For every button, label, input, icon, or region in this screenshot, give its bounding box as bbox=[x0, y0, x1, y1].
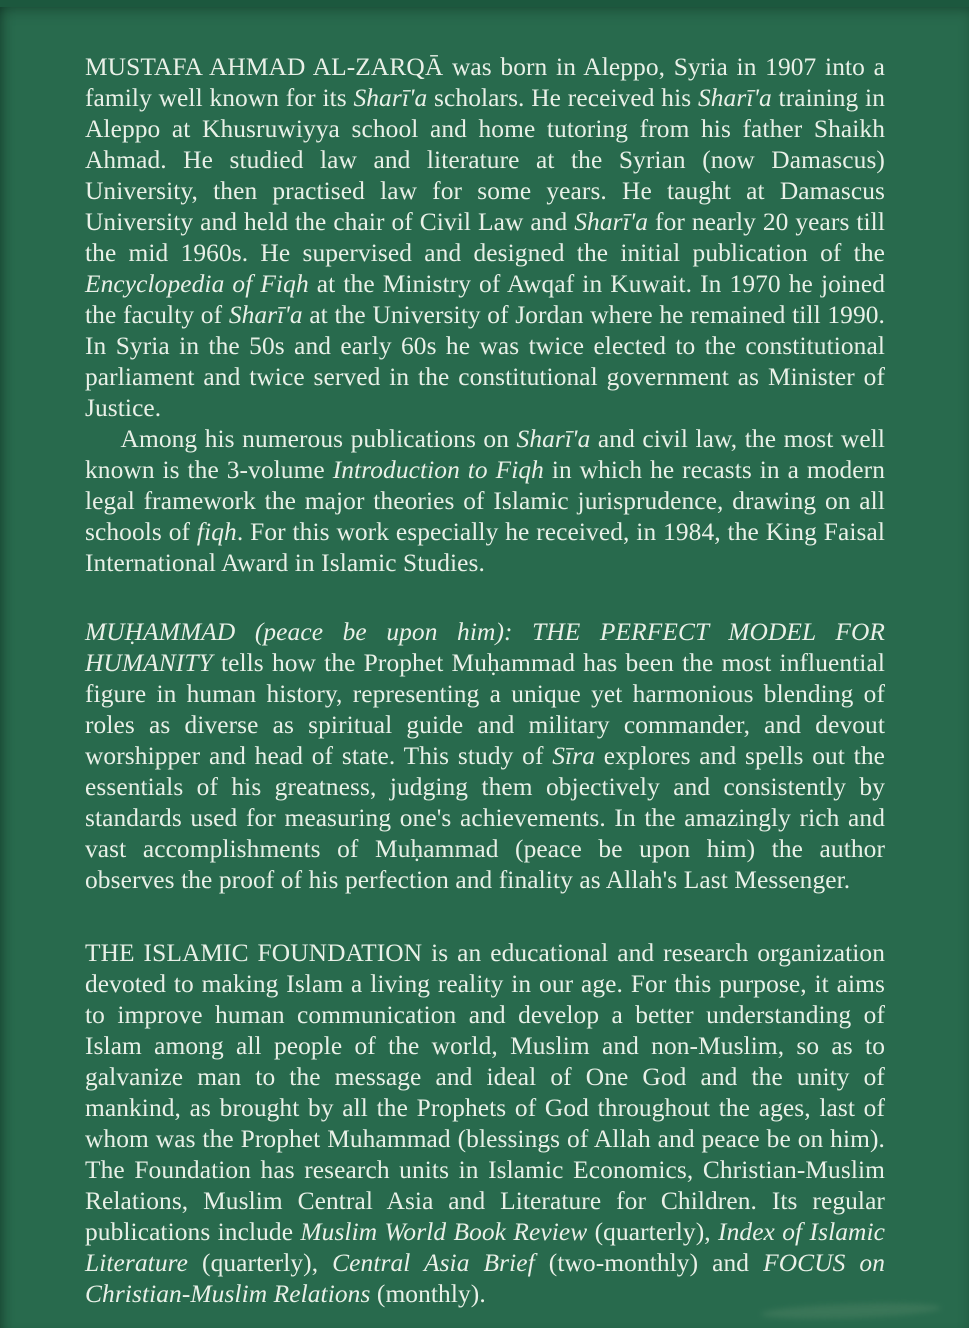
italic-term: Sharī'a bbox=[228, 301, 303, 329]
italic-term: Sharī'a bbox=[697, 84, 772, 112]
text-segment: training in Aleppo at Khusruwiyya school and home tutoring from his father Shaikh Ahmad. He studied law and literature at the Syrian (now Damascus) University, then practised law for some years. He taught at Damascus University and held the chair of Civil Law and bbox=[85, 84, 885, 236]
text-segment: Among his numerous publications on bbox=[120, 425, 517, 453]
italic-term: fiqh bbox=[196, 518, 237, 546]
back-cover-text bbox=[85, 52, 885, 1310]
text-segment: (quarterly), bbox=[188, 1249, 333, 1277]
italic-book-title: Introduction to Fiqh bbox=[332, 456, 544, 484]
text-segment: explores and spells out the essentials of his greatness, judging them objectively and consistently by standards used for measuring one's achievements. In the amazingly rich and vast accomplishments of Muḥammad (peace be upon him) the author observes the proof of his perfection and finality as Allah's Last Messenger. bbox=[85, 742, 885, 894]
text-segment: (two-monthly) and bbox=[534, 1249, 764, 1277]
text-segment: for nearly 20 years till the mid 1960s. He supervised and designed the initial publication of the bbox=[85, 208, 885, 267]
text-segment: . For this work especially he received, in 1984, the King Faisal International Award in Islamic Studies. bbox=[85, 518, 885, 577]
italic-publication-title: Muslim World Book Review bbox=[300, 1218, 588, 1246]
book-blurb-paragraph bbox=[85, 617, 885, 896]
author-bio-paragraph bbox=[85, 52, 885, 424]
italic-term: Sharī'a bbox=[353, 84, 428, 112]
cover-top-edge-shading bbox=[0, 0, 969, 7]
italic-book-title: MUḤAMMAD (peace be upon him): THE PERFECT MODEL FOR HUMANITY bbox=[85, 618, 885, 677]
text-segment: at the Ministry of Awqaf in Kuwait. In 1970 he joined the faculty of bbox=[85, 270, 886, 329]
italic-publication-title: Central Asia Brief bbox=[332, 1249, 535, 1277]
italic-term: Sharī'a bbox=[574, 208, 649, 236]
text-segment: (quarterly), bbox=[587, 1218, 719, 1246]
italic-book-title: Encyclopedia of Fiqh bbox=[85, 270, 309, 298]
italic-term: Sīra bbox=[552, 742, 595, 770]
italic-term: Sharī'a bbox=[516, 425, 591, 453]
text-segment: at the University of Jordan where he remained till 1990. In Syria in the 50s and early 60s he was twice elected to the constitutional parliament and twice served in the constitutional government as Minister of Justice. bbox=[85, 301, 885, 422]
text-segment: (monthly). bbox=[370, 1280, 486, 1308]
italic-publication-title: Index of Islamic Literature bbox=[85, 1218, 885, 1277]
text-segment: in which he recasts in a modern legal framework the major theories of Islamic jurisprudence, drawing on all schools of bbox=[85, 456, 885, 546]
text-segment: THE ISLAMIC FOUNDATION is an educational and research organization devoted to making Islam a living reality in our age. For this purpose, it aims to improve human communication and develop a better understanding of Islam among all people of the world, Muslim and non-Muslim, so as to galvanize man to the message and ideal of One God and the unity of mankind, as brought by all the Prophets of God throughout the ages, last of whom was the Prophet Muhammad (blessings of Allah and peace be on him). The Foundation has research units in Islamic Economics, Christian-Muslim Relations, Muslim Central Asia and Literature for Children. Its regular publications include bbox=[85, 939, 885, 1246]
text-segment: tells how the Prophet Muḥammad has been the most influential figure in human history, representing a unique yet harmonious blending of roles as diverse as spiritual guide and military commander, and devout worshipper and head of state. This study of bbox=[85, 649, 885, 770]
text-segment: and civil law, the most well known is the 3-volume bbox=[85, 425, 885, 484]
italic-publication-title: FOCUS on Christian-Muslim Relations bbox=[85, 1249, 886, 1308]
text-segment: scholars. He received his bbox=[427, 84, 698, 112]
publications-paragraph bbox=[85, 424, 885, 579]
publisher-paragraph bbox=[85, 938, 885, 1310]
text-segment: MUSTAFA AHMAD AL-ZARQĀ was born in Aleppo, Syria in 1907 into a family well known for its bbox=[85, 53, 885, 112]
